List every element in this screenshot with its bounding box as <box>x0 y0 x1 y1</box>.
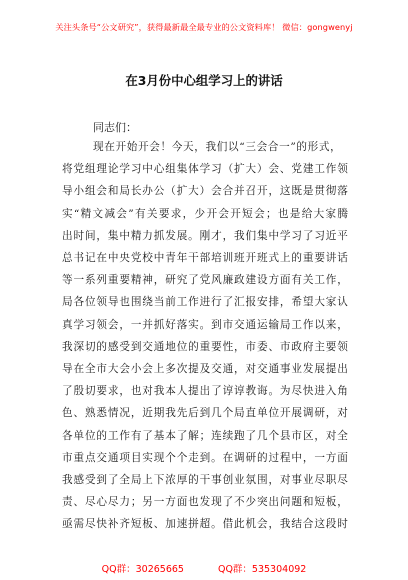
body-line: 出 时 间 ， 集 中 精 力 抓 发 展 。 刚 才 ， 我 们 集 中 学 习 了 习 近 平 <box>62 229 348 242</box>
body-line: 色 、 熟 悉 情 况 ， 近 期 我 先 后 到 几 个 局 直 单 位 开 展 调 研 ， 对 <box>62 407 348 420</box>
document-title: 在3月份中心组学习上的讲话 <box>125 73 283 88</box>
body-line: 责 、 尽 心 尽 力 ； 另 一 方 面 也 发 现 了 不 少 突 出 问 题 和 短 板 ， <box>62 496 348 509</box>
body-line: 导 小 组 会 和 局 长 办 公 （ 扩 大 ） 会 合 并 召 开 ， 这 既 是 贯 彻 落 <box>62 185 348 198</box>
body-line: 现 在 开 始 开 会 ！ 今 天 ， 我 们 以 “ 三 会 合 一 ” 的 形 式 ， <box>93 141 341 153</box>
body-line: 实 “ 精 文 减 会 ” 有 关 要 求 ， 少 开 会 开 短 会 ； 也 是 给 大 家 腾 <box>62 207 348 220</box>
greeting: 同志们： <box>93 121 137 134</box>
body-line: 市 重 点 交 通 项 目 实 现 个 个 走 到 。 在 调 研 的 过 程 中 ， 一 方 面 <box>62 451 348 464</box>
footer-qq-right: QQ群：535304092 <box>217 564 307 575</box>
header-banner: 关注头条号“公文研究”，获得最新最全最专业的公文资料库！ 微信：gongwenyj <box>55 22 353 32</box>
body-line: 亟 需 尽 快 补 齐 短 板 、 加 速 拼 超 。 借 此 机 会 ， 我 结 合 这 段 时 <box>62 518 348 531</box>
body-line: 总 书 记 在 中 央 党 校 中 青 年 干 部 培 训 班 开 班 式 上 的 重 要 讲 话 <box>62 252 348 264</box>
body-line: 我 感 受 到 了 全 局 上 下 浓 厚 的 干 事 创 业 氛 围 ， 对 事 业 尽 职 尽 <box>62 474 348 486</box>
body-line: 我 深 切 的 感 受 到 交 通 地 位 的 重 要 性 ， 市 委 、 市 政 府 主 要 领 <box>62 340 348 353</box>
body-line: 导 在 全 市 大 会 小 会 上 多 次 提 及 交 通 ， 对 交 通 事 业 发 展 提 出 <box>62 363 348 375</box>
body-line: 等 一 系 列 重 要 精 神 ， 研 究 了 党 风 廉 政 建 设 方 面 有 关 工 作 ， <box>62 274 348 287</box>
body-line: 真 学 习 领 会 ， 一 并 抓 好 落 实 。 到 市 交 通 运 输 局 工 作 以 来 ， <box>62 318 348 331</box>
body-line: 局 各 位 领 导 也 围 绕 当 前 工 作 进 行 了 汇 报 安 排 ， 希 望 大 家 认 <box>62 296 348 309</box>
footer-qq-groups <box>0 561 408 575</box>
body-line: 各 单 位 的 工 作 有 了 基 本 了 解 ； 连 续 跑 了 几 个 县 市 区 ， 对 全 <box>62 429 348 442</box>
body-line: 将 党 组 理 论 学 习 中 心 组 集 体 学 习 （ 扩 大 ） 会 、 党 建 工 作 领 <box>62 163 348 176</box>
body-line: 了 殷 切 要 求 ， 也 对 我 本 人 提 出 了 谆 谆 教 诲 。 为 尽 快 进 入 角 <box>62 385 348 398</box>
footer-qq-left: QQ群：30265665 <box>101 564 184 575</box>
